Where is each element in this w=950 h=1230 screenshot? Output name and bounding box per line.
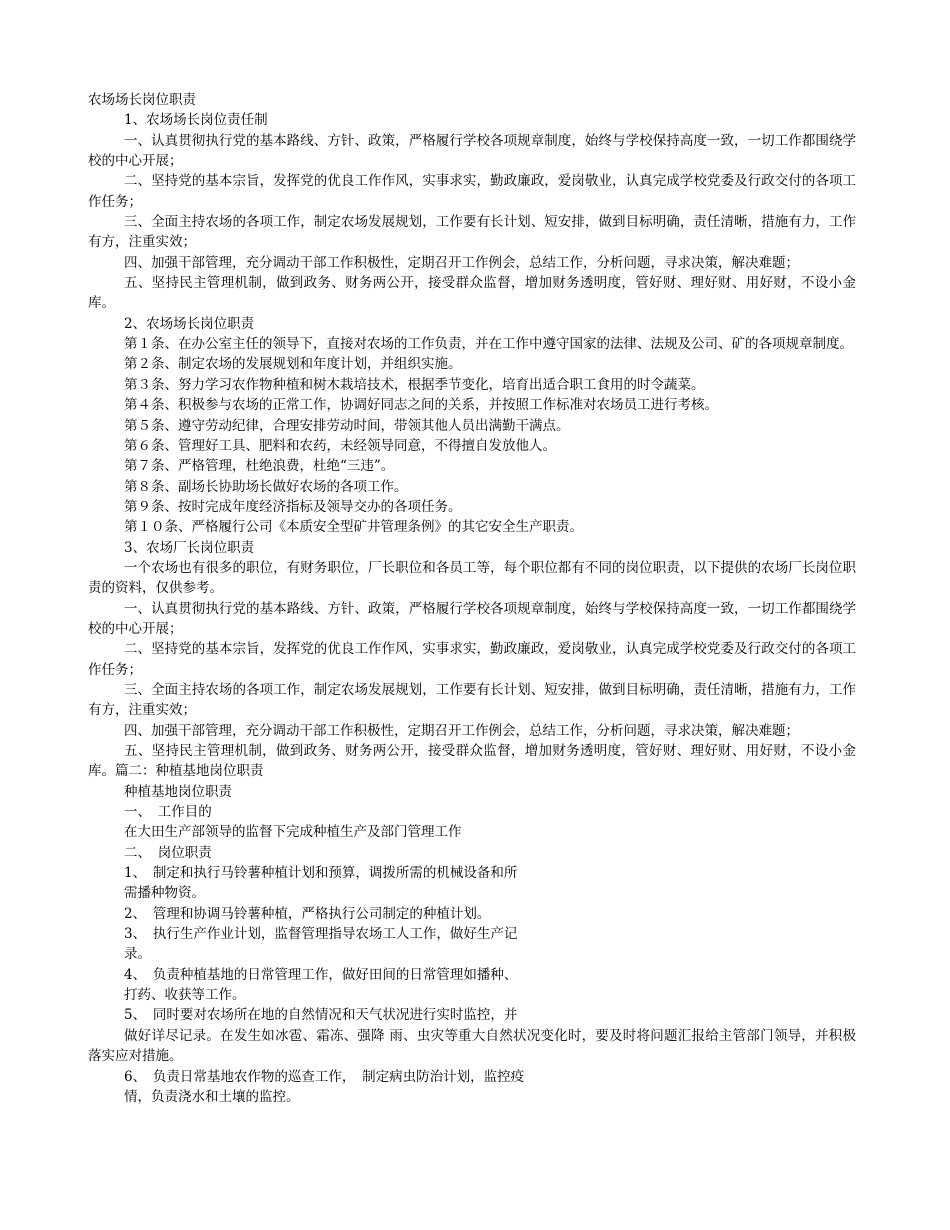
duty-item-continuation: 做好详尽记录。在发生如冰雹、霜冻、强降 雨、虫灾等重大自然状况变化时，要及时将问题汇报给主管部门领导，并积极落实应对措施。	[88, 1027, 856, 1065]
duty-item-first-line: 4、 负责种植基地的日常管理工作，做好田间的日常管理如播种、	[124, 966, 518, 983]
duty-item-continuation: 录。	[124, 946, 151, 963]
paragraph: 三、全面主持农场的各项工作，制定农场发展规划，工作要有长计划、短安排，做到目标明确，责任清晰，措施有力，工作有方，注重实效；	[88, 681, 856, 719]
document-body	[88, 90, 856, 1107]
article: 第９条、按时完成年度经济指标及领导交办的各项任务。	[124, 498, 462, 515]
duty-item-continuation: 打药、收获等工作。	[124, 987, 246, 1004]
duty-heading: 二、 岗位职责	[124, 844, 212, 861]
duty-item-first-line: 3、 执行生产作业计划，监督管理指导农场工人工作，做好生产记	[124, 926, 518, 943]
paragraph: 五、坚持民主管理机制，做到政务、财务两公开，接受群众监督，增加财务透明度，管好财、理好财、用好财，不设小金库。	[88, 275, 856, 312]
goal-heading: 一、 工作目的	[124, 804, 212, 821]
paragraph: 四、加强干部管理，充分调动干部工作积极性，定期召开工作例会，总结工作，分析问题，寻求决策，解决难题；	[124, 254, 799, 271]
article: 第６条、管理好工具、肥料和农药，未经领导同意，不得擅自发放他人。	[124, 437, 556, 454]
duty-item-first-line: 6、 负责日常基地农作物的巡查工作， 制定病虫防治计划，监控疫	[124, 1068, 525, 1085]
section-heading: 3、农场厂长岗位职责	[124, 539, 255, 556]
paragraph: 二、坚持党的基本宗旨，发挥党的优良工作作风，实事求实，勤政廉政，爱岗敬业，认真完成学校党委及行政交付的各项工作任务；	[88, 641, 856, 678]
article: 第１０条、严格履行公司《本质安全型矿井管理条例》的其它安全生产职责。	[124, 519, 583, 536]
part2-title: 种植基地岗位职责	[124, 783, 232, 800]
article: 第５条、遵守劳动纪律，合理安排劳动时间，带领其他人员出满勤干满点。	[124, 417, 570, 434]
document-title: 农场场长岗位职责	[88, 92, 196, 108]
duty-item-first-line: 5、 同时要对农场所在地的自然情况和天气状况进行实时监控，并	[124, 1007, 518, 1024]
goal-text: 在大田生产部领导的监督下完成种植生产及部门管理工作	[124, 824, 462, 841]
paragraph: 二、坚持党的基本宗旨，发挥党的优良工作作风，实事求实，勤政廉政，爱岗敬业，认真完成学校党委及行政交付的各项工作任务；	[88, 173, 856, 210]
article: 第４条、积极参与农场的正常工作，协调好同志之间的关系，并按照工作标准对农场员工进行考核。	[124, 397, 718, 414]
paragraph: 三、全面主持农场的各项工作，制定农场发展规划，工作要有长计划、短安排，做到目标明确，责任清晰，措施有力，工作有方，注重实效；	[88, 214, 856, 251]
article: 第１条、在办公室主任的领导下，直接对农场的工作负责，并在工作中遵守国家的法律、法规及公司、矿的各项规章制度。	[124, 336, 853, 353]
article: 第３条、努力学习农作物种植和树木栽培技术，根据季节变化，培育出适合职工食用的时令蔬菜。	[124, 376, 705, 393]
duty-item-continuation: 需播种物资。	[124, 885, 205, 902]
paragraph: 五、坚持民主管理机制，做到政务、财务两公开，接受群众监督，增加财务透明度，管好财、理好财、用好财，不设小金库。篇二：种植基地岗位职责	[88, 743, 856, 780]
section-heading: 1、农场场长岗位责任制	[124, 112, 268, 129]
duty-item-continuation: 情，负责浇水和土壤的监控。	[124, 1088, 300, 1105]
duty-item-first-line: 2、 管理和协调马铃薯种植，严格执行公司制定的种植计划。	[124, 905, 491, 922]
paragraph: 一、认真贯彻执行党的基本路线、方针、政策，严格履行学校各项规章制度，始终与学校保持高度一致，一切工作都围绕学校的中心开展；	[88, 132, 856, 170]
article: 第２条、制定农场的发展规划和年度计划，并组织实施。	[124, 356, 462, 373]
article: 第７条、严格管理，杜绝浪费，杜绝“三违”。	[124, 458, 395, 475]
section-heading: 2、农场场长岗位职责	[124, 315, 255, 332]
article: 第８条、副场长协助场长做好农场的各项工作。	[124, 478, 408, 495]
paragraph: 四、加强干部管理，充分调动干部工作积极性，定期召开工作例会，总结工作，分析问题，寻求决策，解决难题；	[124, 722, 799, 739]
duty-item-first-line: 1、 制定和执行马铃薯种植计划和预算，调拨所需的机械设备和所	[124, 865, 518, 882]
paragraph: 一、认真贯彻执行党的基本路线、方针、政策，严格履行学校各项规章制度，始终与学校保持高度一致，一切工作都围绕学校的中心开展；	[88, 600, 856, 637]
paragraph: 一个农场也有很多的职位，有财务职位，厂长职位和各员工等，每个职位都有不同的岗位职责，以下提供的农场厂长岗位职责的资料，仅供参考。	[88, 559, 856, 597]
